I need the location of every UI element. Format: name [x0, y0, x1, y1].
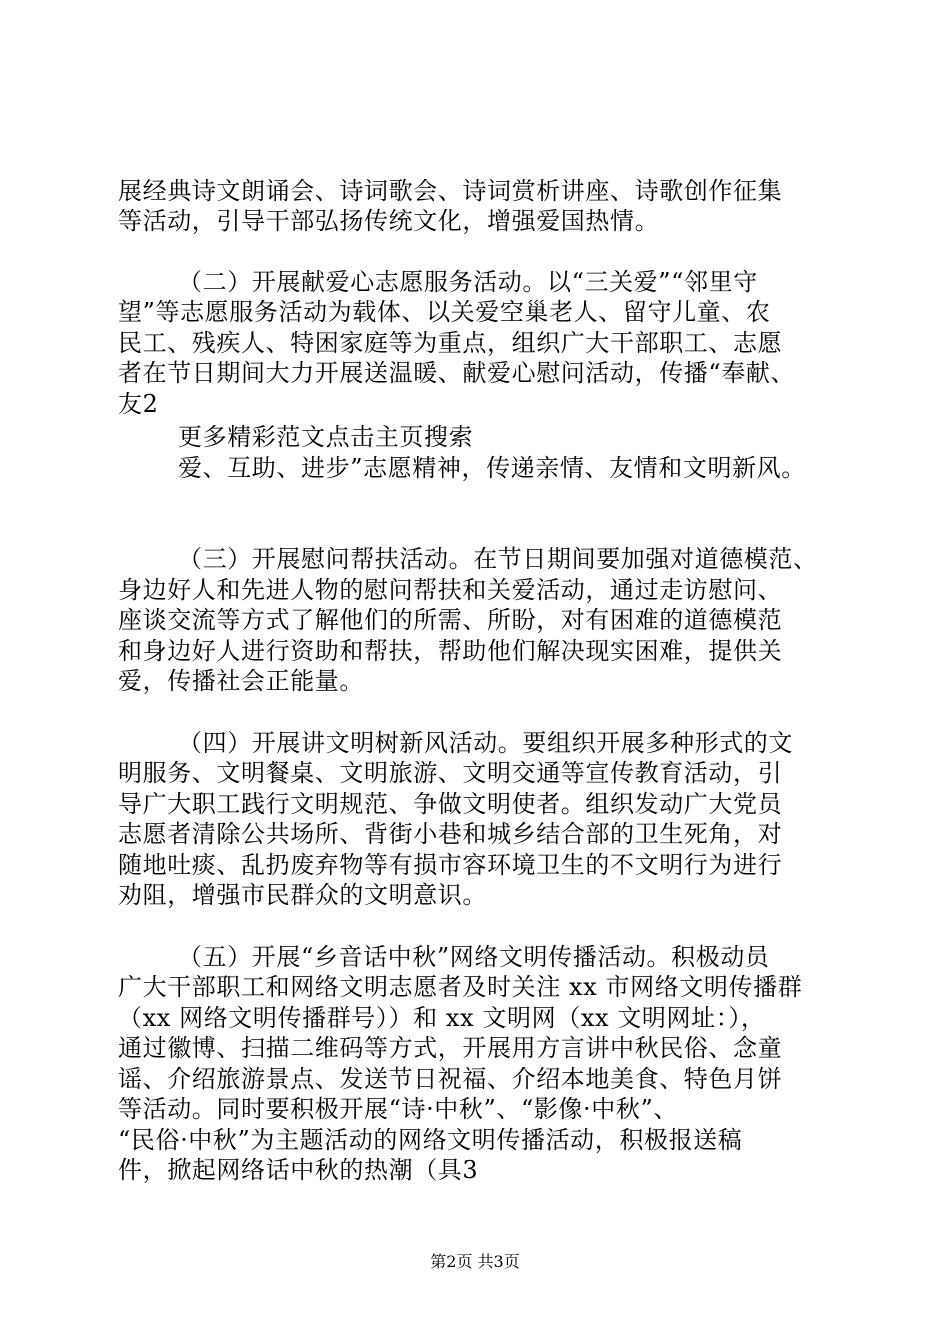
- section-three-heading-line: （三）开展慰问帮扶活动。在节日期间要加强对道德模范、: [178, 545, 818, 573]
- body-line-20: 劝阻，增强市民群众的文明意识。: [118, 881, 487, 909]
- body-line-28: 件，掀起网络话中秋的热潮（具3: [118, 1156, 479, 1184]
- body-line-11: 身边好人和先进人物的慰问帮扶和关爱活动，通过走访慰问、: [118, 576, 783, 604]
- section-four-heading-line: （四）开展讲文明树新风活动。要组织开展多种形式的文: [178, 729, 793, 757]
- body-line-18: 志愿者清除公共场所、背街小巷和城乡结合部的卫生死角，对: [118, 820, 783, 848]
- body-line-12: 座谈交流等方式了解他们的所需、所盼，对有困难的道德模范: [118, 606, 783, 634]
- section-five-heading-line: （五）开展“乡音话中秋”网络文明传播活动。积极动员: [178, 943, 770, 971]
- body-line-5: 民工、残疾人、特困家庭等为重点，组织广大干部职工、志愿: [118, 329, 783, 357]
- body-line-25: 谣、介绍旅游景点、发送节日祝福、介绍本地美食、特色月饼: [118, 1065, 783, 1093]
- body-line-6: 者在节日期间大力开展送温暖、献爱心慰问活动，传播“奉献、: [118, 359, 796, 387]
- body-line-26: 等活动。同时要积极开展“诗·中秋”、“影像·中秋”、: [118, 1095, 678, 1123]
- body-line-4: 望”等志愿服务活动为载体、以关爱空巢老人、留守儿童、农: [118, 298, 771, 326]
- body-line-23: （xx 网络文明传播群号））和 xx 文明网（xx 文明网址：），: [118, 1004, 766, 1032]
- body-line-19: 随地吐痰、乱扔废弃物等有损市容环境卫生的不文明行为进行: [118, 851, 783, 879]
- body-line-7: 友2: [118, 390, 159, 418]
- body-line-13: 和身边好人进行资助和帮扶，帮助他们解决现实困难，提供关: [118, 637, 783, 665]
- body-line-14: 爱，传播社会正能量。: [118, 667, 364, 695]
- body-line-17: 导广大职工践行文明规范、争做文明使者。组织发动广大党员: [118, 790, 783, 818]
- body-line-27: “民俗·中秋”为主题活动的网络文明传播活动，积极报送稿: [118, 1126, 743, 1154]
- page-number-footer: 第2页 共3页: [430, 1252, 520, 1271]
- body-line-22: 广大干部职工和网络文明志愿者及时关注 xx 市网络文明传播群: [118, 973, 803, 1001]
- body-line-24: 通过徽博、扫描二维码等方式，开展用方言讲中秋民俗、念童: [118, 1034, 783, 1062]
- body-line-16: 明服务、文明餐桌、文明旅游、文明交通等宣传教育活动，引: [118, 759, 783, 787]
- body-line-2: 等活动，引导干部弘扬传统文化，增强爱国热情。: [118, 207, 660, 235]
- body-line-9: 爱、互助、进步”志愿精神，传递亲情、友情和文明新风。: [178, 454, 806, 482]
- promo-link-text: 更多精彩范文点击主页搜索: [178, 423, 474, 451]
- section-two-heading-line: （二）开展献爱心志愿服务活动。以“三关爱”“邻里守: [178, 268, 758, 296]
- body-line-1: 展经典诗文朗诵会、诗词歌会、诗词赏析讲座、诗歌创作征集: [118, 177, 783, 205]
